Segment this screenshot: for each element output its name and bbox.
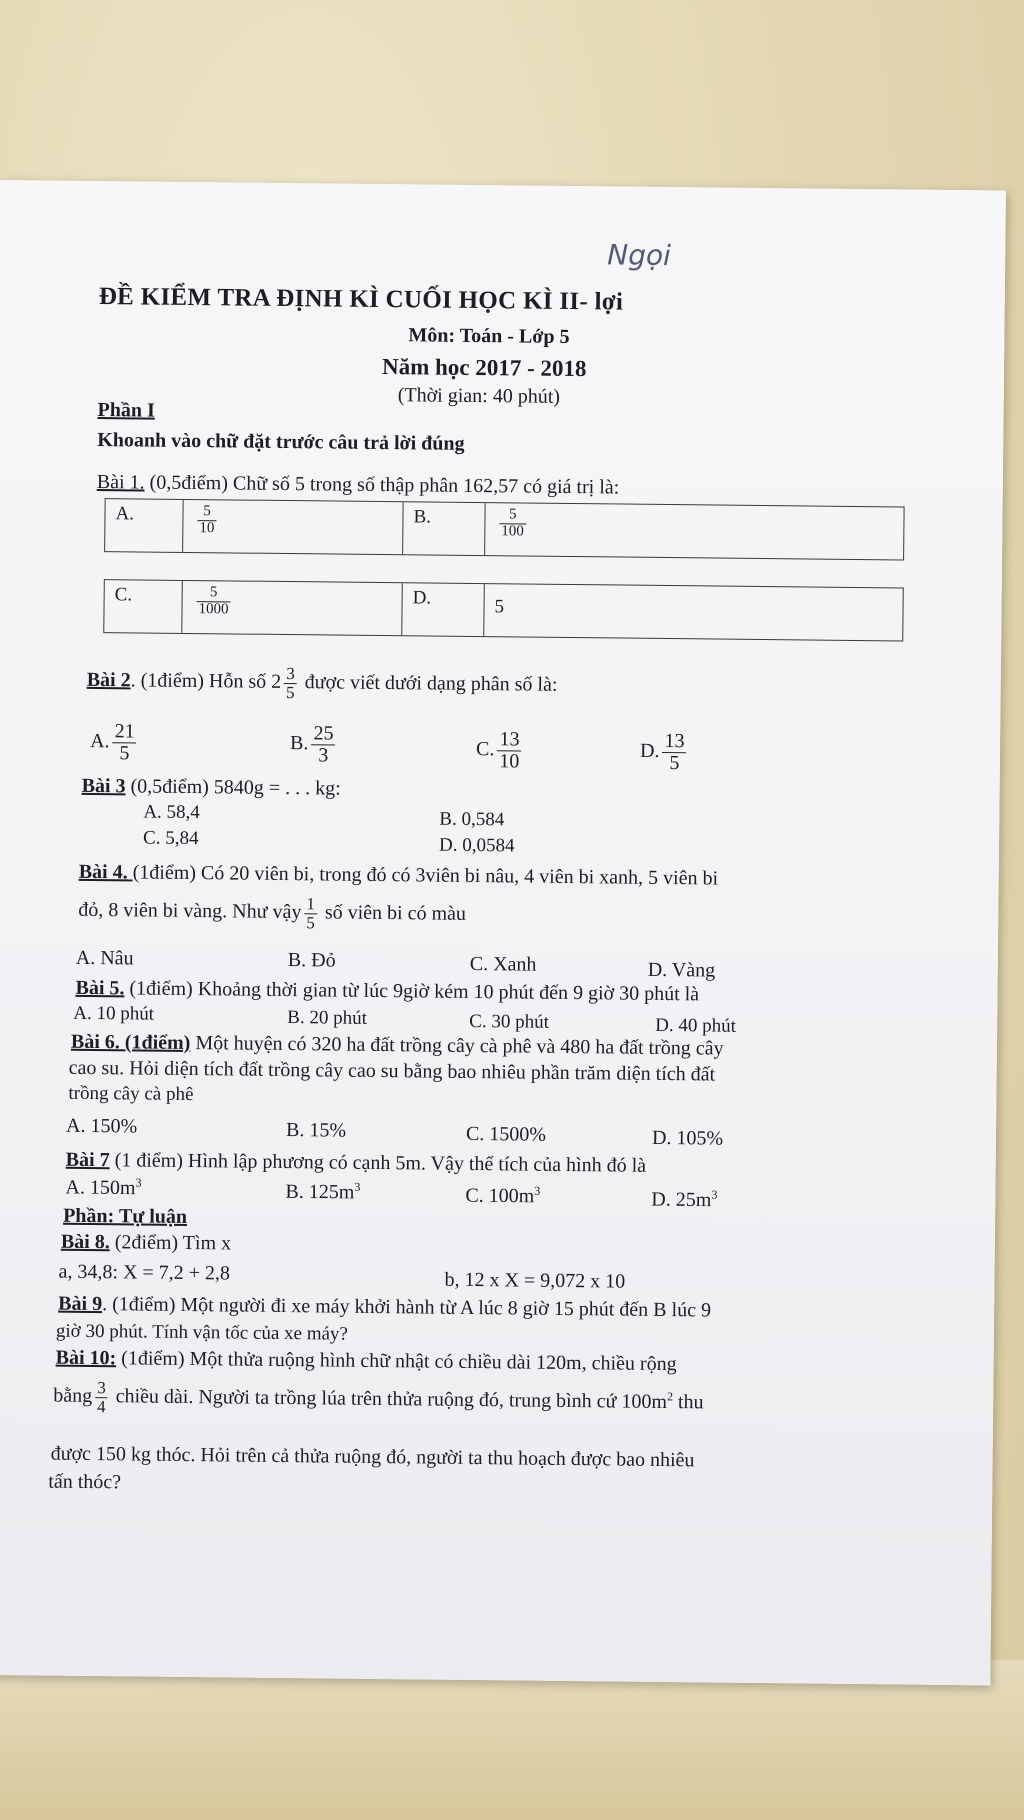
q5-option-b[interactable]: B. 20 phút (287, 1007, 368, 1029)
q7-prompt: Bài 7 (1 điểm) Hình lập phương có cạnh 5m. Vậy thể tích của hình đó là (65, 1148, 647, 1177)
part1-instruction: Khoanh vào chữ đặt trước câu trả lời đúng (97, 429, 465, 455)
q9-prompt-line2: giờ 30 phút. Tính vận tốc của xe máy? (55, 1320, 349, 1345)
handwritten-note: Ngọi (607, 238, 672, 273)
q1-answer-row-1 (104, 498, 905, 560)
part1-heading: Phần I (97, 399, 155, 422)
q4-option-b[interactable]: B. Đỏ (287, 949, 336, 972)
q6-prompt-line3: trồng cây cà phê (68, 1082, 194, 1106)
q1-option-b-value[interactable]: $\frac{5}{100}$ (485, 503, 904, 559)
q3-option-a[interactable]: A. 58,4 (143, 801, 200, 824)
q2-option-c[interactable]: C. $\frac{13}{10}$ (475, 728, 520, 773)
q6-option-d[interactable]: D. 105% (651, 1126, 724, 1150)
q9-prompt-line1: Bài 9. (1điểm) Một người đi xe máy khởi hành từ A lúc 8 giờ 15 phút đến B lúc 9 (58, 1292, 712, 1322)
exam-title: ĐỀ KIỂM TRA ĐỊNH KÌ CUỐI HỌC KÌ II- lợi (98, 283, 624, 316)
q5-prompt: Bài 5. (1điểm) Khoảng thời gian từ lúc 9giờ kém 10 phút đến 9 giờ 30 phút là (75, 976, 700, 1006)
q6-option-c[interactable]: C. 1500% (465, 1122, 547, 1146)
q3-option-c[interactable]: C. 5,84 (143, 827, 199, 850)
q1-option-c-value[interactable]: $\frac{5}{1000}$ (182, 581, 403, 635)
q6-option-a[interactable]: A. 150% (65, 1114, 138, 1138)
q10-prompt-line2: bằng $\frac{3}{4}$ chiều dài. Người ta trồng lúa trên thửa ruộng đó, trung bình cứ $100m^2$ thu (53, 1378, 704, 1417)
q8-part-b: b, 12 x X = 9,072 x 10 (444, 1268, 626, 1293)
q1-option-d-value[interactable]: 5 (494, 596, 505, 618)
school-year: Năm học 2017 - 2018 (381, 354, 587, 382)
q4-option-d[interactable]: D. Vàng (647, 958, 716, 982)
q3-option-d[interactable]: D. 0,0584 (438, 834, 515, 857)
q3-option-b[interactable]: B. 0,584 (439, 808, 505, 831)
q1-option-a-value[interactable]: $\frac{5}{10}$ (183, 500, 404, 554)
q4-option-c[interactable]: C. Xanh (469, 952, 537, 976)
q2-option-b[interactable]: B. $\frac{25}{3}$ (290, 722, 334, 767)
q6-prompt-line1: Bài 6. (1điểm) Một huyện có 320 ha đất trồng cây cà phê và 480 ha đất trồng cây (70, 1030, 724, 1060)
q2-option-d[interactable]: D. $\frac{13}{5}$ (639, 729, 685, 775)
q1-answer-row-2 (103, 579, 904, 641)
q1-option-d-letter[interactable]: D. (402, 583, 485, 636)
q7-option-c[interactable]: C. $100m^3$ (465, 1183, 541, 1208)
q3-prompt: Bài 3 (0,5điểm) 5840g = . . . kg: (81, 774, 341, 800)
q10-prompt-line3: được 150 kg thóc. Hỏi trên cả thửa ruộng đó, người ta thu hoạch được bao nhiêu (50, 1442, 695, 1472)
q4-option-a[interactable]: A. Nâu (75, 946, 134, 970)
part2-heading: Phần: Tự luận (63, 1204, 188, 1229)
subject-line: Môn: Toán - Lớp 5 (408, 324, 570, 348)
q4-prompt-line1: Bài 4. (1điểm) Có 20 viên bi, trong đó có 3viên bi nâu, 4 viên bi xanh, 5 viên bi (78, 860, 719, 890)
q8-prompt: Bài 8. (2điểm) Tìm x (60, 1230, 232, 1255)
q2-prompt: Bài 2. (1điểm) Hỗn số 2 $\frac{3}{5}$ được viết dưới dạng phân số là: (86, 664, 558, 702)
q7-option-d[interactable]: D. $25m^3$ (651, 1187, 718, 1212)
q7-option-a[interactable]: A. $150m^3$ (65, 1175, 142, 1200)
q4-prompt-line2: đỏ, 8 viên bi vàng. Như vậy $\frac{1}{5}$ số viên bi có màu (78, 894, 467, 933)
q7-option-b[interactable]: B. $125m^3$ (285, 1179, 361, 1204)
q1-option-a-letter[interactable]: A. (105, 499, 184, 552)
q10-prompt-line1: Bài 10: (1điểm) Một thửa ruộng hình chữ nhật có chiều dài 120m, chiều rộng (55, 1346, 677, 1376)
q6-prompt-line2: cao su. Hỏi diện tích đất trồng cây cao su bằng bao nhiêu phần trăm diện tích đất (68, 1056, 716, 1086)
q5-option-d[interactable]: D. 40 phút (655, 1014, 737, 1037)
q1-option-b-letter[interactable]: B. (403, 502, 486, 555)
exam-duration: (Thời gian: 40 phút) (397, 384, 561, 408)
q8-part-a: a, 34,8: X = 7,2 + 2,8 (58, 1260, 231, 1285)
q2-option-a[interactable]: A. $\frac{21}{5}$ (90, 720, 135, 765)
q1-option-c-letter[interactable]: C. (104, 580, 183, 633)
q5-option-a[interactable]: A. 10 phút (73, 1002, 155, 1025)
q6-option-b[interactable]: B. 15% (285, 1119, 347, 1142)
q5-option-c[interactable]: C. 30 phút (469, 1010, 550, 1033)
exam-paper (0, 180, 1006, 1685)
q10-prompt-line4: tấn thóc? (48, 1470, 122, 1494)
q1-prompt: Bài 1. (0,5điểm) Chữ số 5 trong số thập phân 162,57 có giá trị là: (96, 471, 620, 499)
